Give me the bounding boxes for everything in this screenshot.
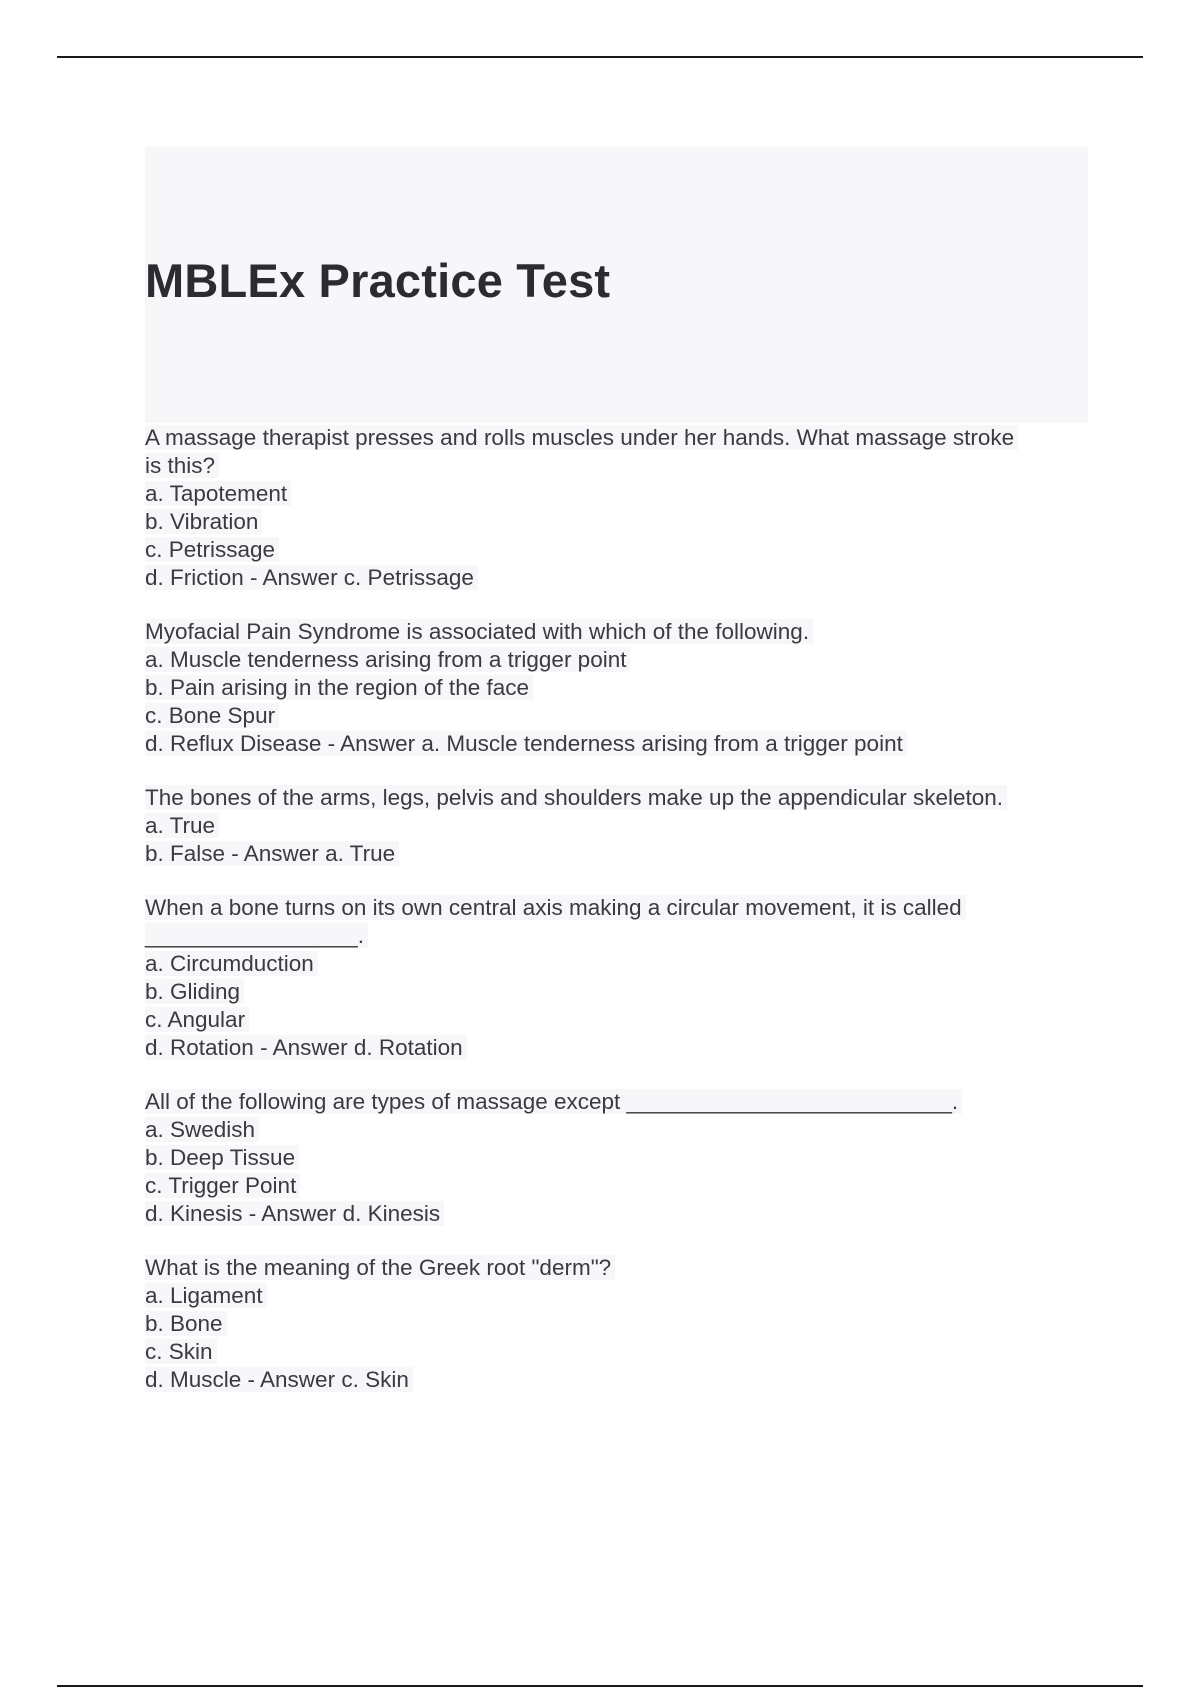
top-rule bbox=[57, 56, 1143, 58]
question-prompt-line: _________________. bbox=[145, 922, 1095, 950]
answer-option: a. Swedish bbox=[145, 1116, 1095, 1144]
question-prompt-line: A massage therapist presses and rolls muscles under her hands. What massage stroke bbox=[145, 424, 1095, 452]
question-1 bbox=[145, 424, 1095, 592]
answer-option: a. True bbox=[145, 812, 1095, 840]
answer-option: c. Trigger Point bbox=[145, 1172, 1095, 1200]
answer-option: d. Rotation - Answer d. Rotation bbox=[145, 1034, 1095, 1062]
answer-option: b. Bone bbox=[145, 1310, 1095, 1338]
answer-option: a. Muscle tenderness arising from a trigger point bbox=[145, 646, 1095, 674]
answer-option: b. False - Answer a. True bbox=[145, 840, 1095, 868]
answer-option: b. Vibration bbox=[145, 508, 1095, 536]
answer-option: b. Deep Tissue bbox=[145, 1144, 1095, 1172]
bottom-rule bbox=[57, 1685, 1143, 1687]
answer-option: d. Kinesis - Answer d. Kinesis bbox=[145, 1200, 1095, 1228]
question-3 bbox=[145, 784, 1095, 868]
question-prompt-line: Myofacial Pain Syndrome is associated with which of the following. bbox=[145, 618, 1095, 646]
question-6 bbox=[145, 1254, 1095, 1394]
answer-option: a. Circumduction bbox=[145, 950, 1095, 978]
answer-option: d. Muscle - Answer c. Skin bbox=[145, 1366, 1095, 1394]
answer-option: c. Angular bbox=[145, 1006, 1095, 1034]
question-2 bbox=[145, 618, 1095, 758]
answer-option: b. Pain arising in the region of the face bbox=[145, 674, 1095, 702]
question-list bbox=[145, 424, 1095, 1420]
question-prompt-line: All of the following are types of massage except __________________________. bbox=[145, 1088, 1095, 1116]
answer-option: c. Bone Spur bbox=[145, 702, 1095, 730]
answer-option: c. Petrissage bbox=[145, 536, 1095, 564]
answer-option: a. Tapotement bbox=[145, 480, 1095, 508]
answer-option: a. Ligament bbox=[145, 1282, 1095, 1310]
question-4 bbox=[145, 894, 1095, 1062]
answer-option: d. Friction - Answer c. Petrissage bbox=[145, 564, 1095, 592]
answer-option: c. Skin bbox=[145, 1338, 1095, 1366]
answer-option: b. Gliding bbox=[145, 978, 1095, 1006]
answer-option: d. Reflux Disease - Answer a. Muscle tenderness arising from a trigger point bbox=[145, 730, 1095, 758]
page-title: MBLEx Practice Test bbox=[145, 254, 611, 307]
question-prompt-line: When a bone turns on its own central axis making a circular movement, it is called bbox=[145, 894, 1095, 922]
question-5 bbox=[145, 1088, 1095, 1228]
title-block bbox=[145, 147, 1088, 423]
question-prompt-line: is this? bbox=[145, 452, 1095, 480]
question-prompt-line: The bones of the arms, legs, pelvis and shoulders make up the appendicular skeleton. bbox=[145, 784, 1095, 812]
question-prompt-line: What is the meaning of the Greek root "derm"? bbox=[145, 1254, 1095, 1282]
